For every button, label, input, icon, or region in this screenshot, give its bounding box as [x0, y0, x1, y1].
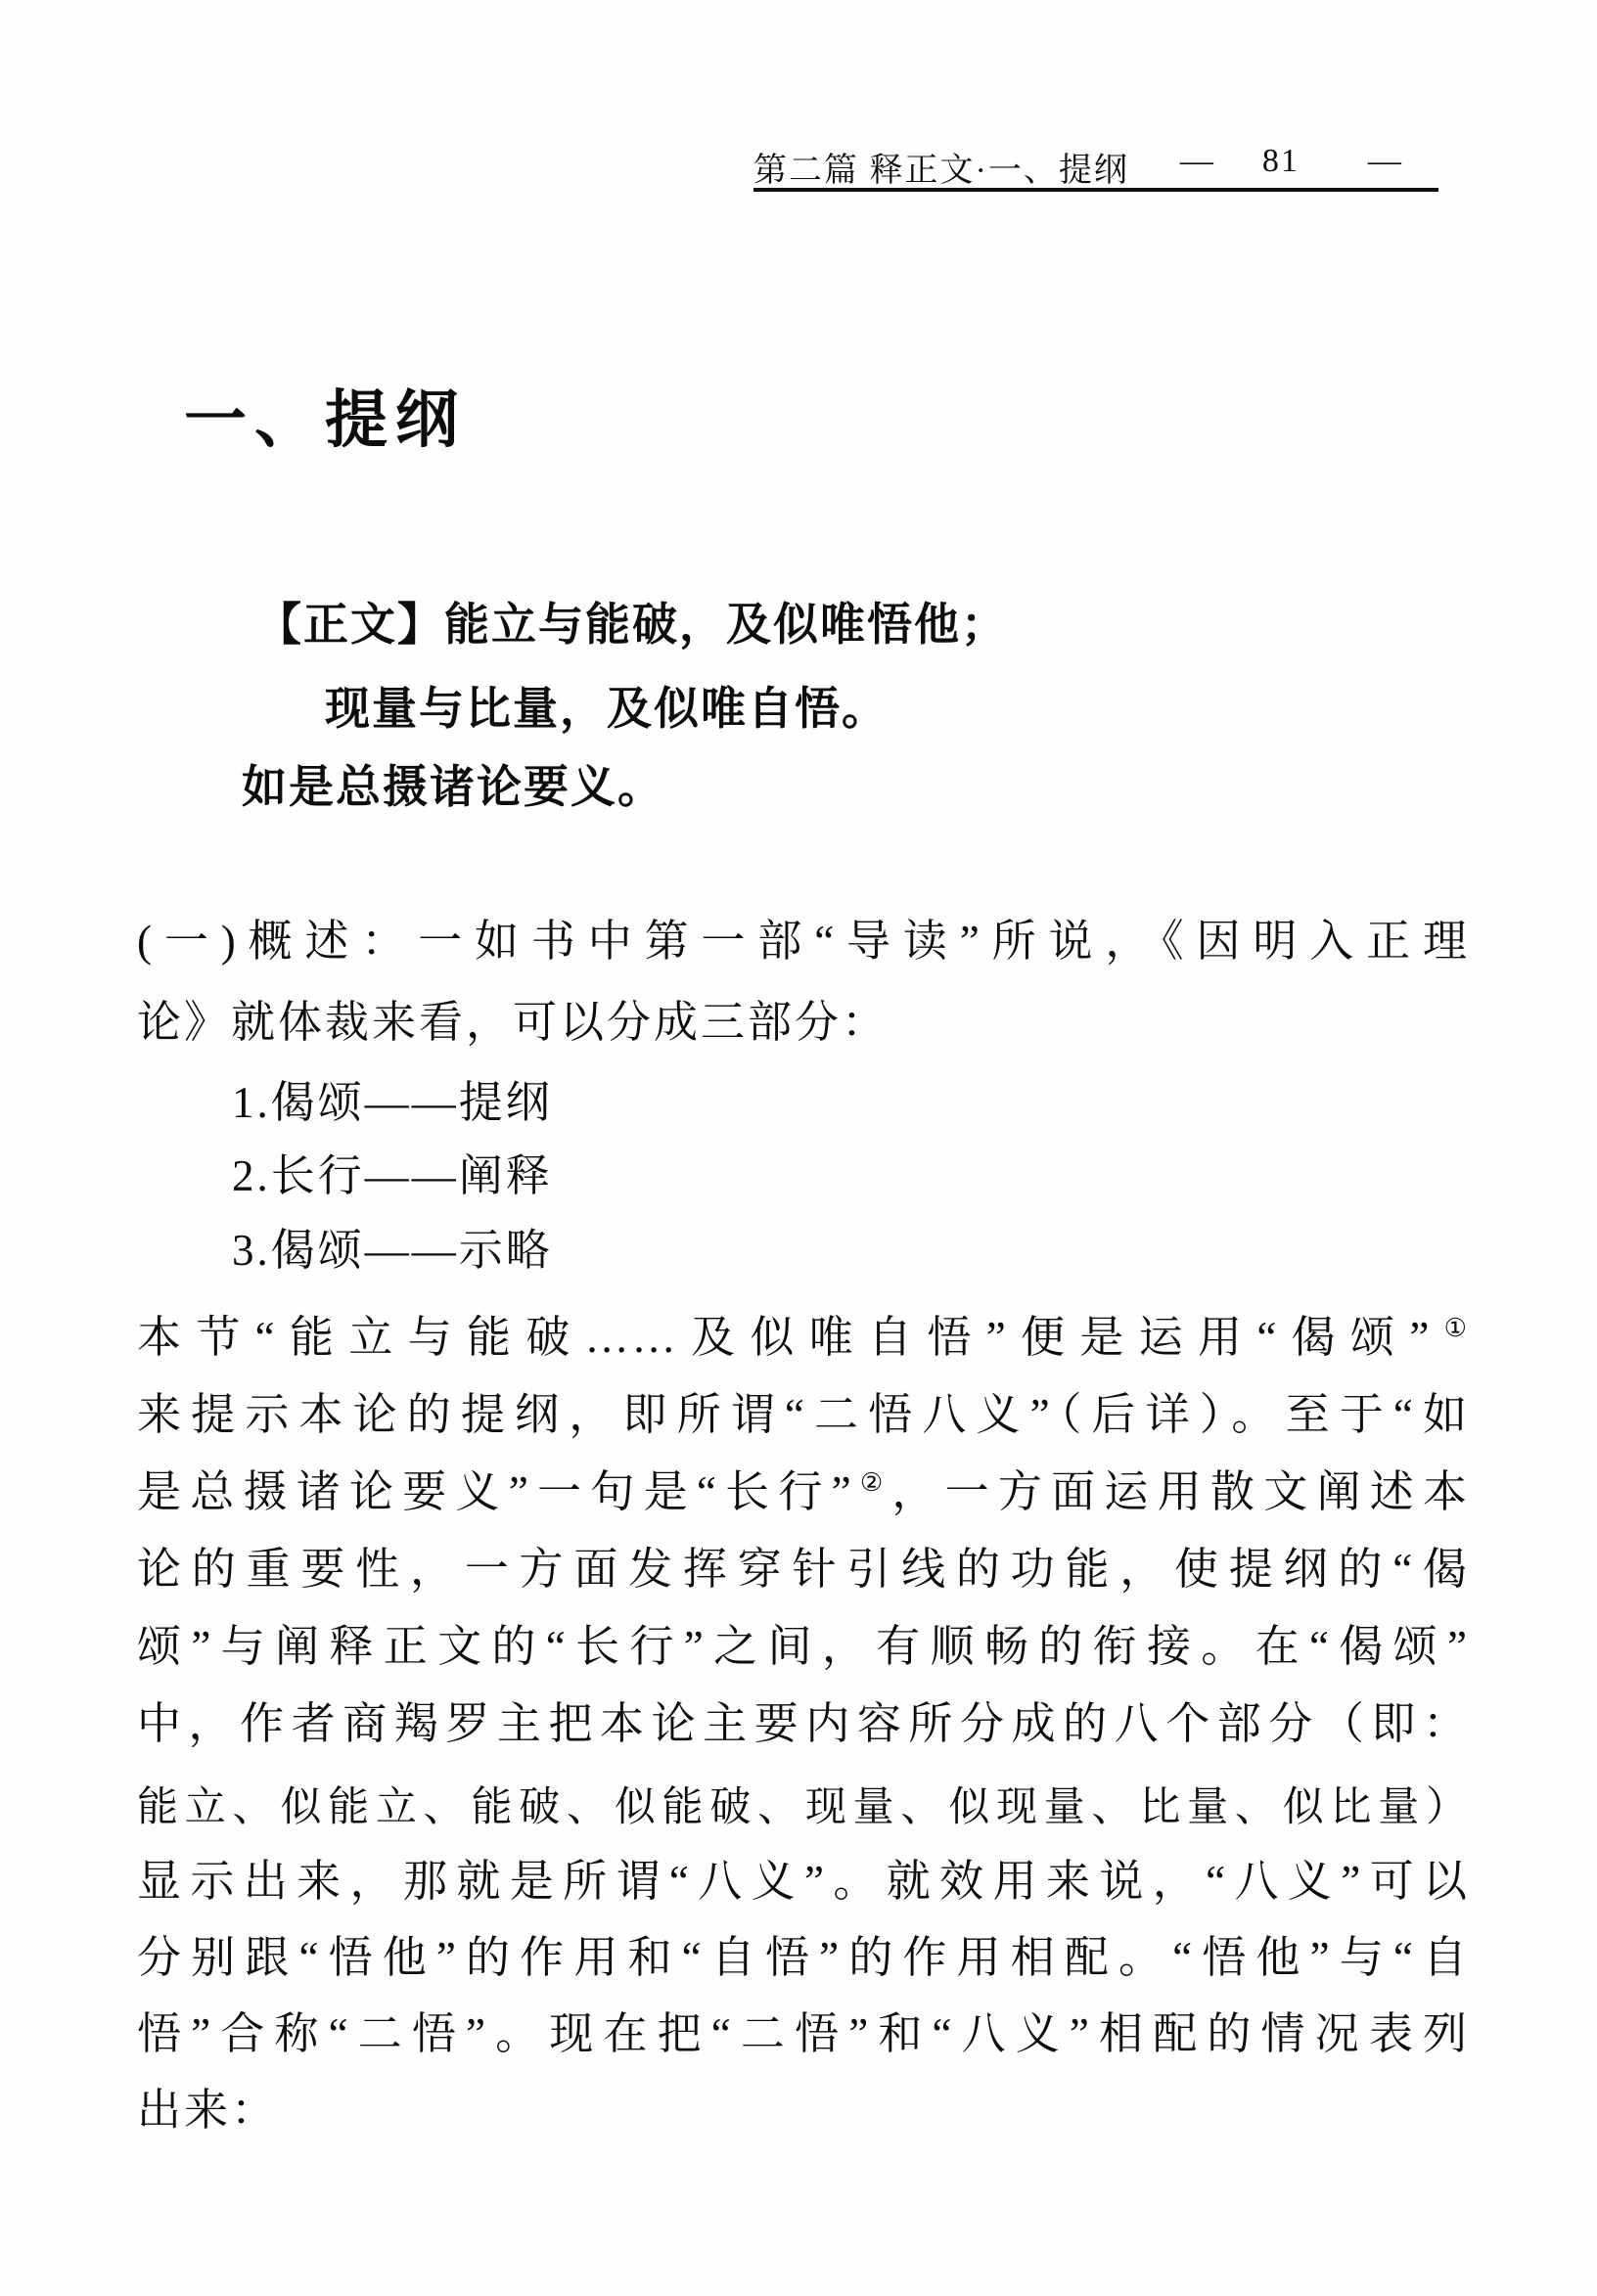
- verse-line-3: 如是总摄诸论要义。: [242, 761, 664, 812]
- chapter-heading: 一、提纲: [184, 385, 466, 455]
- running-header-section: 第二篇 释正文·一、提纲: [753, 153, 1129, 189]
- paragraph-2-line-8: 显示出来，那就是所谓“八义”。就效用来说，“八义”可以: [137, 1857, 1470, 1906]
- ordered-list-item-2: 2.长行——阐释: [232, 1151, 553, 1200]
- header-dash-left: —: [1179, 143, 1215, 179]
- ordered-list-item-3: 3.偈颂——示略: [232, 1226, 553, 1275]
- paragraph-1-line-2: 论》就体裁来看，可以分成三部分：: [137, 998, 890, 1047]
- verse-line-2: 现量与比量，及似唯自悟。: [325, 683, 889, 734]
- paragraph-2-line-4: 论的重要性，一方面发挥穿针引线的功能，使提纲的“偈: [137, 1545, 1470, 1594]
- paragraph-2-line-3: 是总摄诸论要义”一句是“长行”②，一方面运用散文阐述本: [137, 1467, 1470, 1516]
- paragraph-2-line-9: 分别跟“悟他”的作用和“自悟”的作用相配。“悟他”与“自: [137, 1933, 1470, 1982]
- ordered-list-item-1: 1.偈颂——提纲: [232, 1078, 553, 1127]
- paragraph-2-line-10: 悟”合称“二悟”。现在把“二悟”和“八义”相配的情况表列: [137, 2009, 1470, 2058]
- paragraph-2-line-1: 本节“能立与能破……及似唯自悟”便是运用“偈颂”①: [137, 1313, 1470, 1362]
- verse-line-1: 【正文】能立与能破，及似唯悟他；: [256, 599, 1008, 650]
- paragraph-1-line-1: (一)概述：一如书中第一部“导读”所说，《因明入正理: [137, 917, 1470, 966]
- paragraph-2-line-2: 来提示本论的提纲，即所谓“二悟八义”（后详）。至于“如: [137, 1390, 1470, 1439]
- paragraph-2-line-11: 出来：: [137, 2086, 279, 2135]
- paragraph-2-line-6: 中，作者商羯罗主把本论主要内容所分成的八个部分（即：: [137, 1699, 1470, 1748]
- paragraph-2-line-7: 能立、似能立、能破、似能破、现量、似现量、比量、似比量）: [137, 1785, 1470, 1830]
- header-dash-right: —: [1367, 143, 1403, 179]
- paragraph-2-line-5: 颂”与阐释正文的“长行”之间，有顺畅的衔接。在“偈颂”: [137, 1622, 1470, 1671]
- running-header: [753, 143, 1438, 192]
- page-number: 81: [1261, 143, 1300, 179]
